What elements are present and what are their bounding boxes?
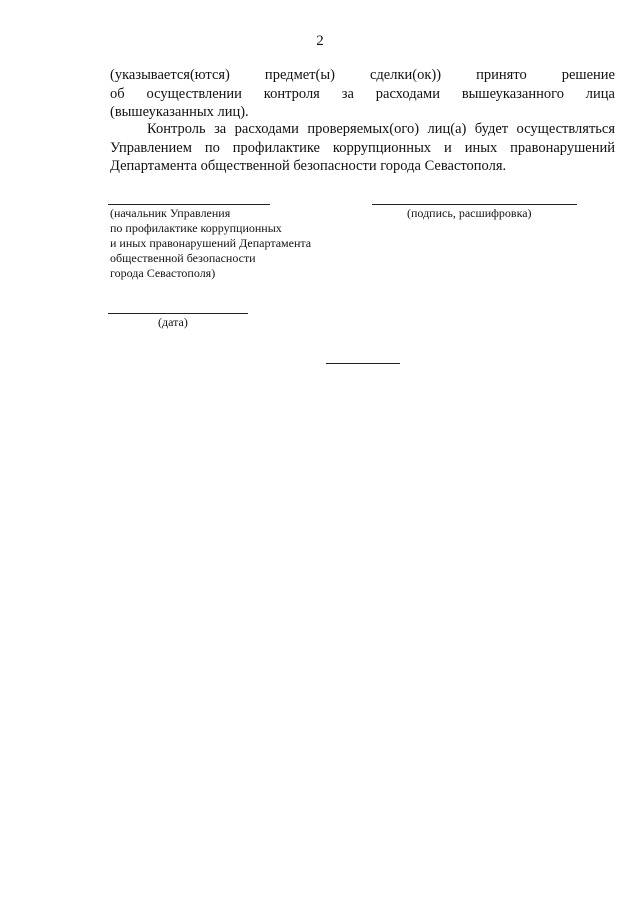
paragraph-control: Контроль за расходами проверяемых(ого) лиц(а) будет осуществляться Управлением по профилактике коррупционных и иных правонарушений Департамента общественной безопасности города Севастополя.	[110, 121, 615, 174]
date-line	[108, 313, 248, 314]
paragraph-line: (вышеуказанных лиц).	[110, 104, 249, 120]
date-caption: (дата)	[158, 315, 188, 329]
official-caption-line: и иных правонарушений Департамента	[110, 236, 312, 250]
official-caption-line: (начальник Управления	[110, 206, 231, 220]
official-caption-line: города Севастополя)	[110, 266, 216, 280]
signature-transcript-line	[372, 204, 577, 205]
paragraph-line: (указывается(ются) предмет(ы) сделки(ок)) принято решение	[110, 67, 615, 83]
signature-caption: (подпись, расшифровка)	[407, 206, 532, 220]
end-of-document-line	[326, 363, 400, 364]
official-caption-line: по профилактике коррупционных	[110, 221, 282, 235]
page-number: 2	[316, 33, 324, 49]
paragraph-decision	[110, 66, 615, 122]
official-signature-line	[108, 204, 270, 205]
official-caption-line: общественной безопасности	[110, 251, 256, 265]
paragraph-line: об осуществлении контроля за расходами вышеуказанного лица	[110, 85, 615, 102]
official-caption	[110, 206, 311, 281]
